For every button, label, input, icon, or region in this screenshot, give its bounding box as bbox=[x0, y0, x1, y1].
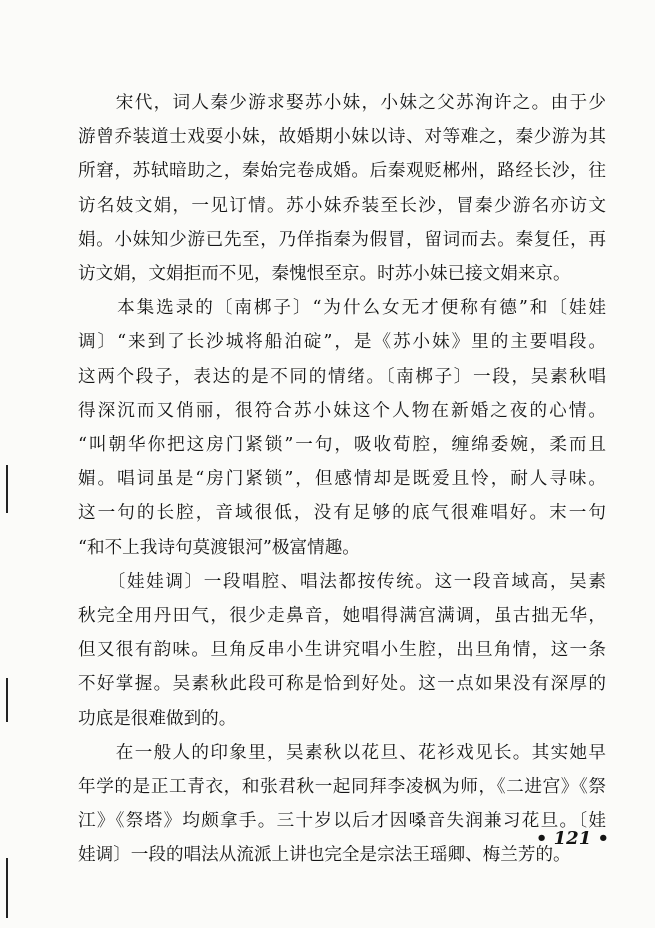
text-line: “和不上我诗句莫渡银河”极富情趣。 bbox=[78, 537, 360, 558]
text-line: 功底是很难做到的。 bbox=[78, 708, 237, 729]
scan-edge-mark-2 bbox=[6, 678, 8, 722]
text-line: 这一句的长腔，音域很低，没有足够的底气很难唱好。末一句 bbox=[78, 503, 606, 524]
text-line: 所窘，苏轼暗助之，秦始完卷成婚。后秦观贬郴州，路经长沙，往 bbox=[78, 161, 606, 182]
text-line: 得深沉而又俏丽，很符合苏小妹这个人物在新婚之夜的心情。 bbox=[78, 400, 606, 421]
text-line: 游曾乔装道士戏耍小妹，故婚期小妹以诗、对等难之，秦少游为其 bbox=[78, 127, 606, 148]
text-line: 访文娟，文娟拒而不见，秦愧恨至京。时苏小妹已接文娟来京。 bbox=[78, 264, 571, 285]
text-line: “叫朝华你把这房门紧锁”一句，吸收荀腔，缠绵委婉，柔而且 bbox=[78, 435, 606, 456]
page-number: • 121 • bbox=[535, 828, 609, 849]
scan-edge-mark-1 bbox=[6, 465, 8, 513]
text-line: 娃调〕一段的唱法从流派上讲也完全是宗法王瑶卿、梅兰芳的。 bbox=[78, 845, 571, 866]
text-line: 访名妓文娟，一见订情。苏小妹乔装至长沙，冒秦少游名亦访文 bbox=[78, 195, 606, 216]
paragraph-1 bbox=[78, 86, 606, 291]
body-text bbox=[78, 86, 606, 873]
text-line: 在一般人的印象里，吴素秋以花旦、花衫戏见长。其实她早 bbox=[78, 742, 606, 763]
text-line: 但又很有韵味。旦角反串小生讲究唱小生腔，出旦角情，这一条 bbox=[78, 640, 606, 661]
paragraph-2 bbox=[78, 291, 606, 565]
scan-edge-mark-3 bbox=[6, 858, 8, 918]
text-line: 调〕“来到了长沙城将船泊碇”，是《苏小妹》里的主要唱段。 bbox=[78, 332, 606, 353]
text-line: 年学的是正工青衣，和张君秋一起同拜李凌枫为师，《二进宫》《祭 bbox=[78, 777, 606, 798]
text-line: 不好掌握。吴素秋此段可称是恰到好处。这一点如果没有深厚的 bbox=[78, 674, 606, 695]
paragraph-3 bbox=[78, 565, 606, 736]
text-line: 本集选录的〔南梆子〕“为什么女无才便称有德”和〔娃娃 bbox=[78, 298, 606, 319]
text-line: 这两个段子，表达的是不同的情绪。〔南梆子〕一段，吴素秋唱 bbox=[78, 366, 606, 387]
text-line: 娟。小妹知少游已先至，乃佯指秦为假冒，留词而去。秦复任，再 bbox=[78, 229, 606, 250]
paragraph-4 bbox=[78, 736, 606, 873]
text-line: 秋完全用丹田气，很少走鼻音，她唱得满宫满调，虽古拙无华， bbox=[78, 606, 606, 627]
text-line: 江》《祭塔》均颇拿手。三十岁以后才因嗓音失润兼习花旦。〔娃 bbox=[78, 811, 606, 832]
text-line: 〔娃娃调〕一段唱腔、唱法都按传统。这一段音域高，吴素 bbox=[78, 571, 606, 592]
text-line: 媚。唱词虽是“房门紧锁”，但感情却是既爱且怜，耐人寻味。 bbox=[78, 469, 606, 490]
text-line: 宋代，词人秦少游求娶苏小妹，小妹之父苏洵许之。由于少 bbox=[78, 93, 606, 113]
